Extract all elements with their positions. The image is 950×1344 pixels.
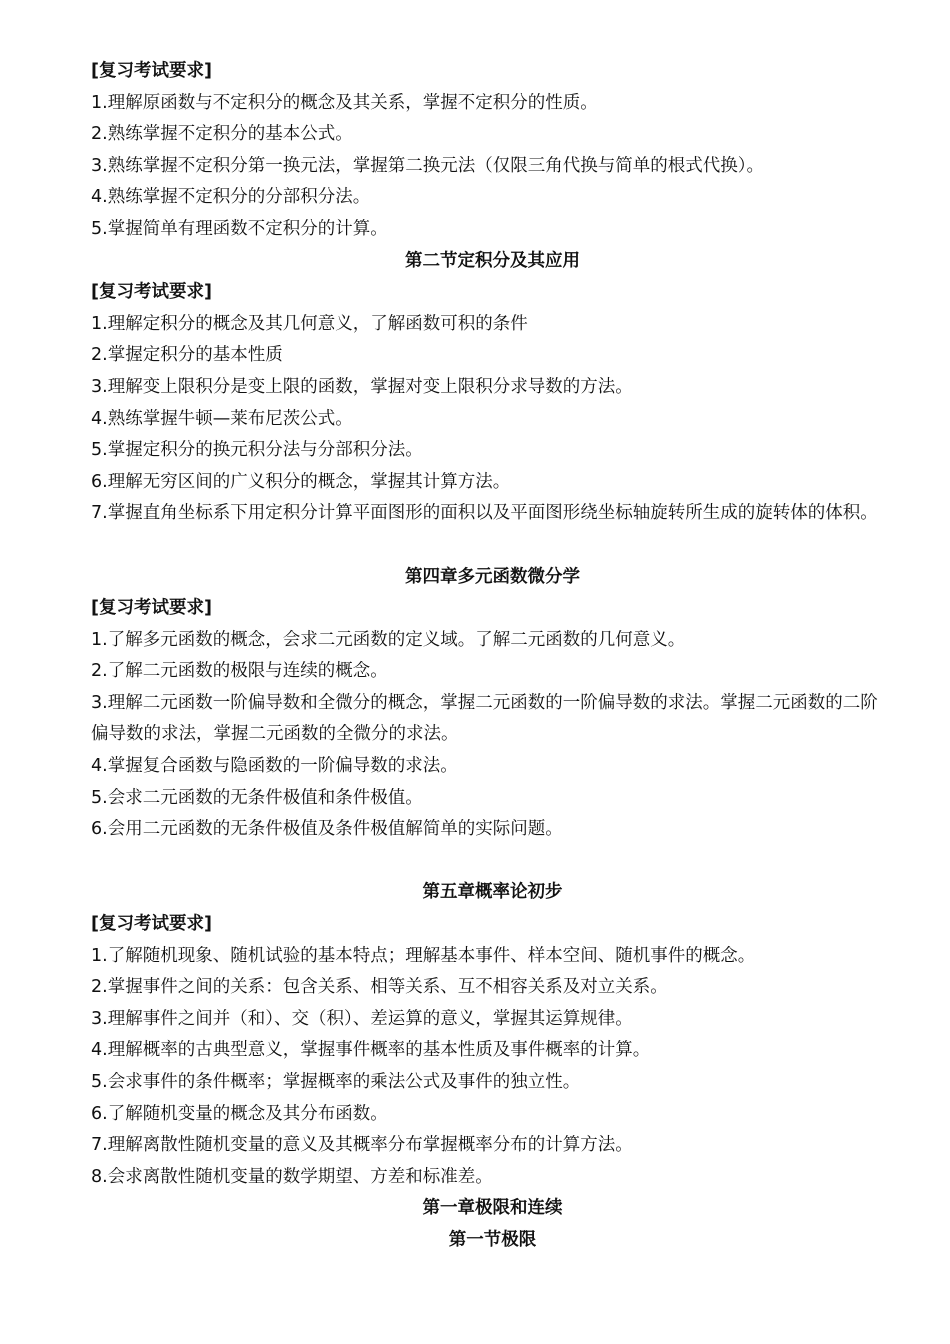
list-item: 5.掌握定积分的换元积分法与分部积分法。 — [91, 440, 423, 461]
list-item: 4.掌握复合函数与隐函数的一阶偏导数的求法。 — [91, 756, 458, 777]
list-item: 7.掌握直角坐标系下用定积分计算平面图形的面积以及平面图形绕坐标轴旋转所生成的旋转体的体积。 — [91, 503, 878, 524]
list-item: 4.熟练掌握不定积分的分部积分法。 — [91, 187, 371, 208]
section-requirements-heading: [复习考试要求] — [91, 282, 212, 303]
section-title: 第二节定积分及其应用 — [405, 250, 580, 271]
list-item: 5.会求事件的条件概率；掌握概率的乘法公式及事件的独立性。 — [91, 1072, 581, 1092]
list-item: 1.理解原函数与不定积分的概念及其关系，掌握不定积分的性质。 — [91, 92, 598, 113]
list-item: 2.了解二元函数的极限与连续的概念。 — [91, 661, 388, 682]
list-item: 1.理解定积分的概念及其几何意义，了解函数可积的条件 — [91, 313, 528, 334]
list-item: 5.会求二元函数的无条件极值和条件极值。 — [91, 787, 423, 808]
spacer — [91, 846, 894, 878]
chapter-title: 第一章极限和连续 — [422, 1198, 563, 1219]
list-item: 5.掌握简单有理函数不定积分的计算。 — [91, 218, 388, 239]
list-item: 7.理解离散性随机变量的意义及其概率分布掌握概率分布的计算方法。 — [91, 1135, 633, 1156]
list-item: 4.理解概率的古典型意义，掌握事件概率的基本性质及事件概率的计算。 — [91, 1040, 651, 1061]
section-title: 第一节极限 — [448, 1229, 537, 1250]
list-item: 8.会求离散性随机变量的数学期望、方差和标准差。 — [91, 1166, 493, 1187]
chapter-title: 第四章多元函数微分学 — [405, 566, 580, 587]
list-item: 6.了解随机变量的概念及其分布函数。 — [91, 1103, 388, 1124]
list-item: 2.掌握定积分的基本性质 — [91, 345, 283, 366]
list-item: 1.了解随机现象、随机试验的基本特点；理解基本事件、样本空间、随机事件的概念。 — [91, 945, 756, 966]
section-requirements-heading: [复习考试要求] — [91, 61, 212, 81]
list-item: 6.理解无穷区间的广义积分的概念，掌握其计算方法。 — [91, 471, 511, 492]
section-requirements-heading: [复习考试要求] — [91, 914, 212, 935]
list-item: 2.熟练掌握不定积分的基本公式。 — [91, 124, 353, 145]
list-item: 4.熟练掌握牛顿—莱布尼茨公式。 — [91, 408, 353, 429]
list-item: 3.理解事件之间并（和）、交（积）、差运算的意义，掌握其运算规律。 — [91, 1008, 633, 1029]
list-item: 6.会用二元函数的无条件极值及条件极值解简单的实际问题。 — [91, 819, 563, 840]
list-item: 3.理解二元函数一阶偏导数和全微分的概念，掌握二元函数的一阶偏导数的求法。掌握二元函数的二阶偏导数的求法，掌握二元函数的全微分的求法。 — [91, 692, 878, 745]
list-item: 2.掌握事件之间的关系：包含关系、相等关系、互不相容关系及对立关系。 — [91, 977, 668, 998]
spacer — [91, 530, 894, 562]
chapter-title: 第五章概率论初步 — [422, 882, 563, 903]
list-item: 1.了解多元函数的概念，会求二元函数的定义域。了解二元函数的几何意义。 — [91, 629, 686, 650]
list-item: 3.熟练掌握不定积分第一换元法，掌握第二换元法（仅限三角代换与简单的根式代换）。 — [91, 155, 764, 176]
list-item: 3.理解变上限积分是变上限的函数，掌握对变上限积分求导数的方法。 — [91, 376, 633, 397]
section-requirements-heading: [复习考试要求] — [91, 598, 212, 619]
